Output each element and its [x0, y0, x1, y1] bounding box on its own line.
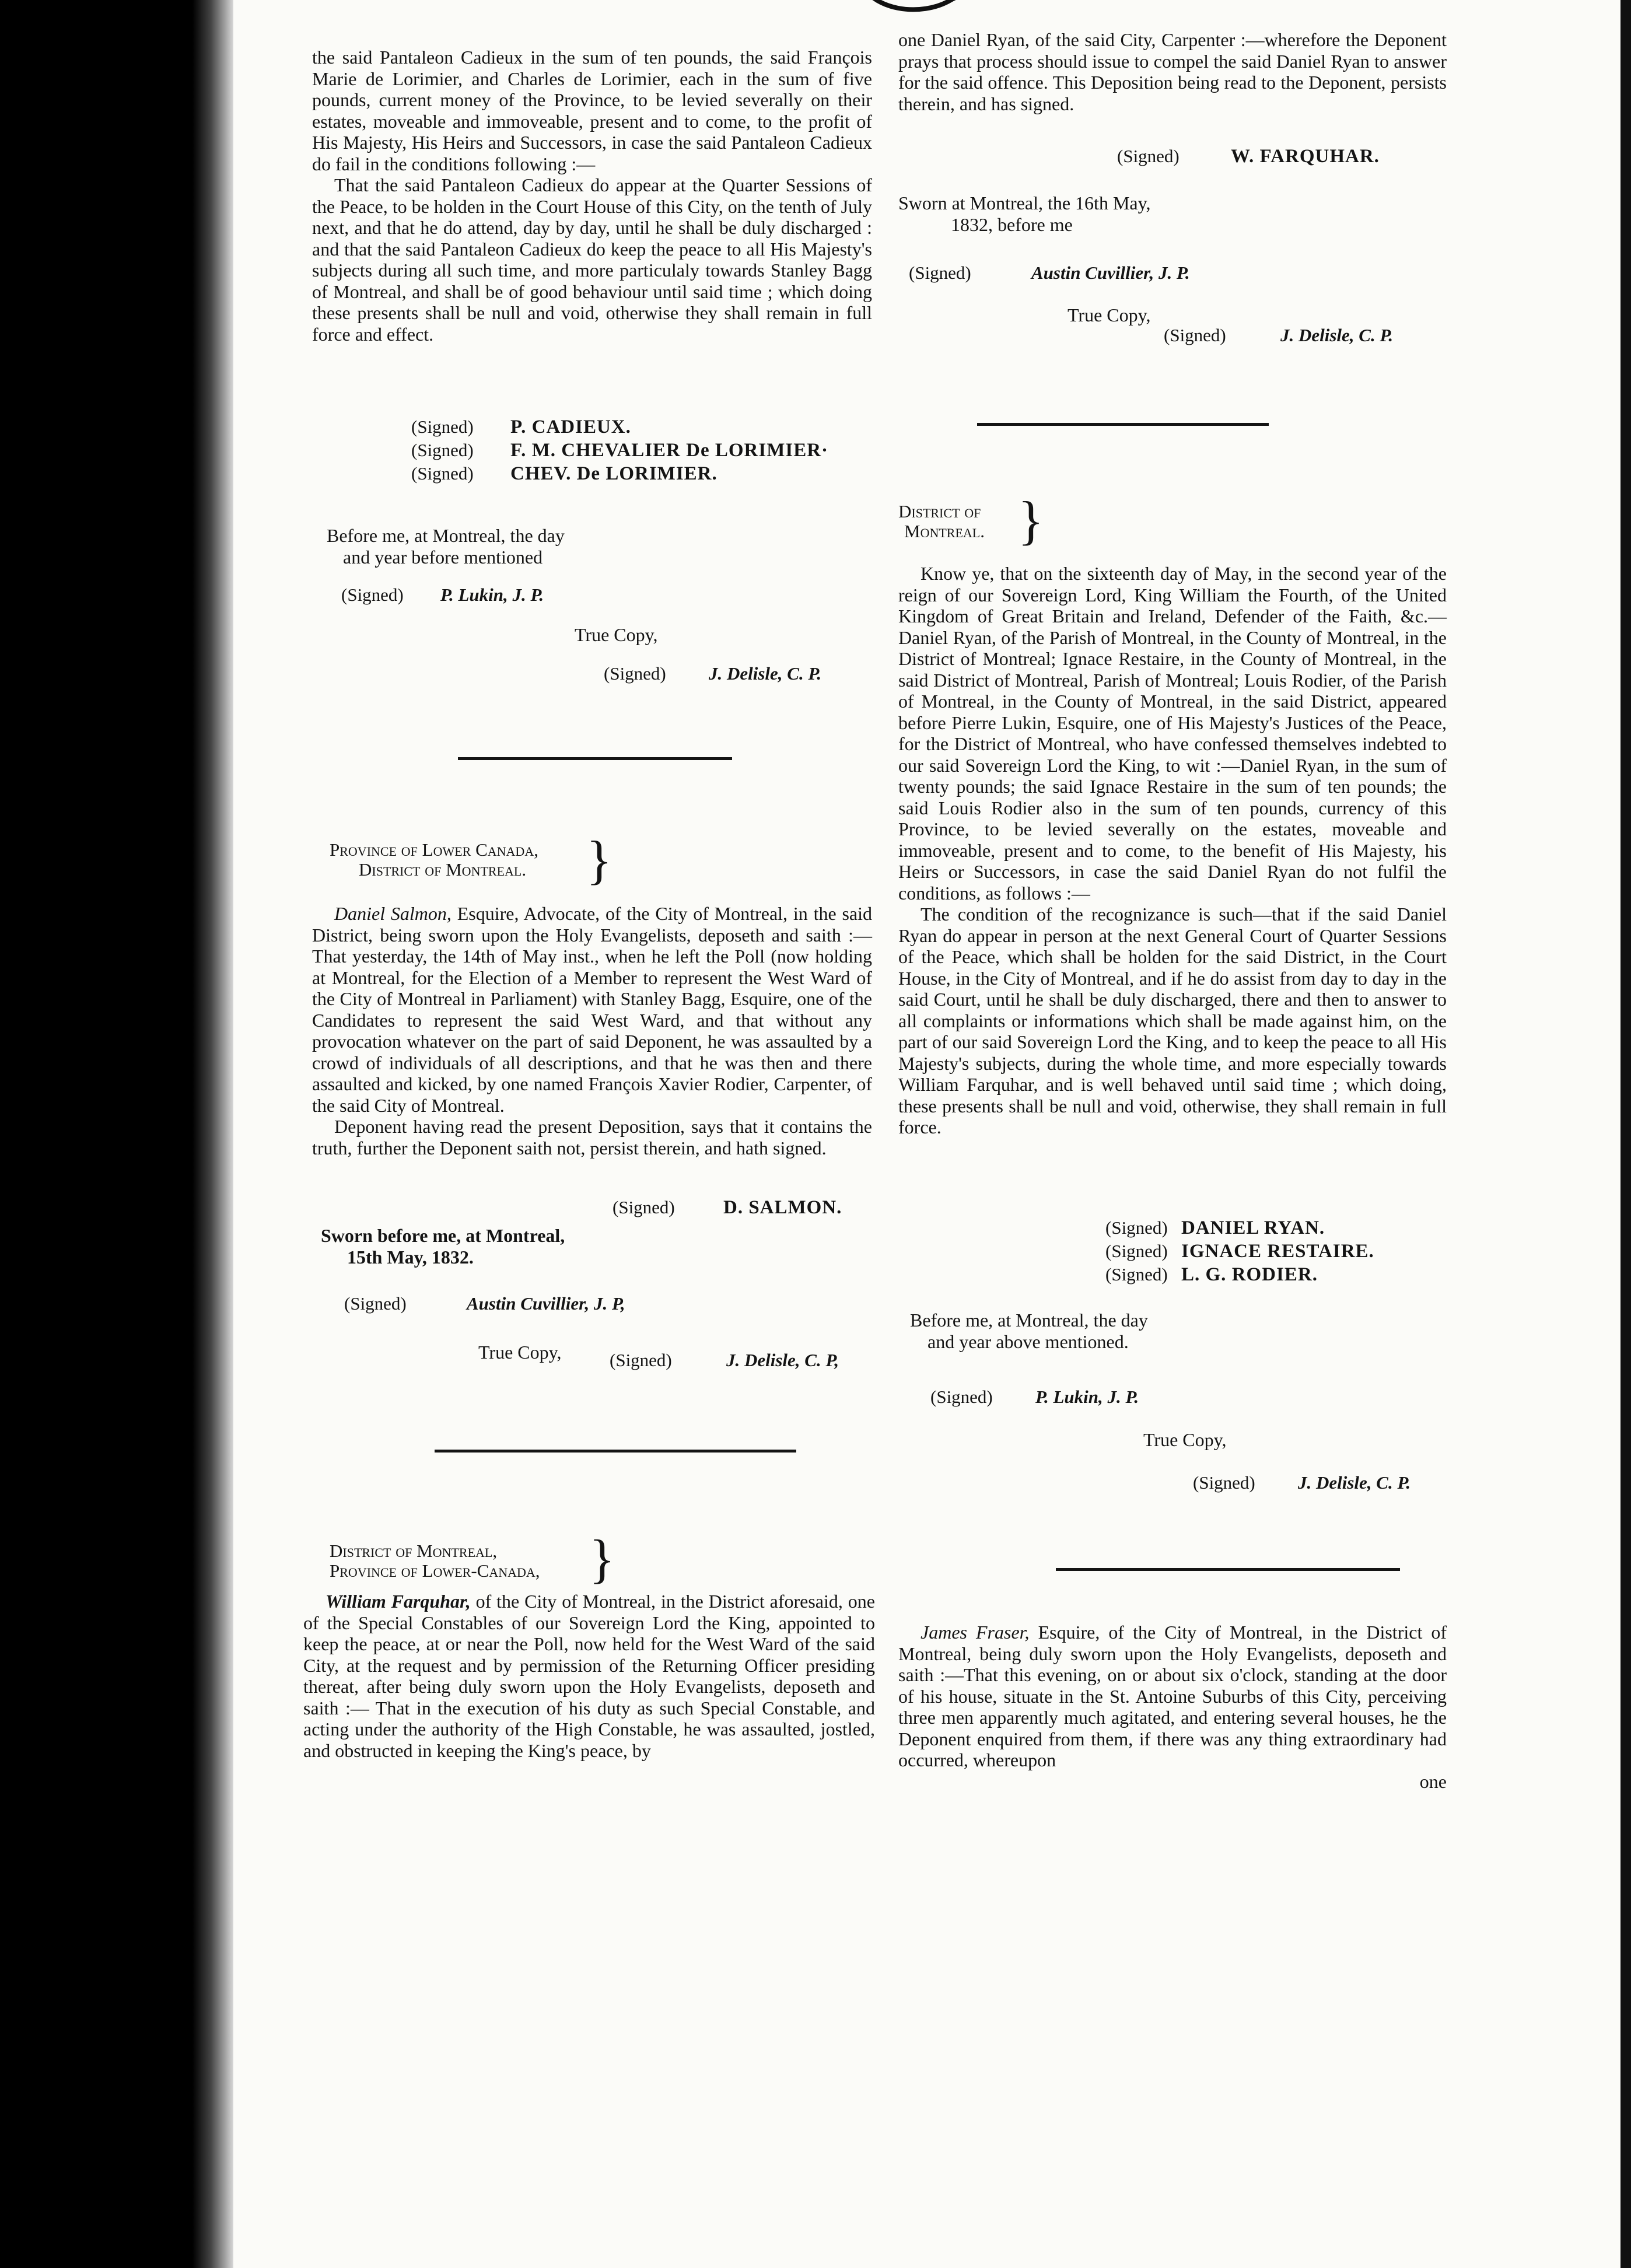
salmon-justice-signature: (Signed) Austin Cuvillier, J. P,: [344, 1293, 625, 1314]
before-me-line: Before me, at Montreal, the day: [327, 525, 565, 546]
section-divider: [977, 423, 1269, 426]
ryan-paragraph-1: Know ye, that on the sixteenth day of May, in the second year of the reign of our Sovereign Lord, King William the Fourth, of the United Kingdom of Great Britain and Ireland, Defender of the Faith, &c.—Daniel Ryan, of the Parish of Montreal, in the County of Montreal, in the District of Montreal; Ignace Restaire, in the County of Montreal, in the said District of Montreal, Parish of Montreal; Louis Rodier, of the Parish of Montreal, in the County of Montreal, in the said District, appeared before Pierre Lukin, Esquire, one of His Majesty's Justices of the Peace, for the District of Montreal, who have confessed themselves indebted to our said Sovereign Lord the King, to wit :—Daniel Ryan, in the sum of twenty pounds; the said Ignace Restaire in the sum of ten pounds; the said Louis Rodier also in the sum of ten pounds, currency of this Province, to be levied severally on the estates, moveable and immoveable, present and to come, to the benefit of His Majesty, his Heirs or Successors, in case the said Daniel Ryan do not fulfil the conditions, as follows :—: [898, 563, 1447, 904]
sworn-line: Sworn before me, at Montreal,: [321, 1225, 565, 1246]
farquhar-sworn: [898, 192, 1447, 235]
ryan-justice-signature: (Signed) P. Lukin, J. P.: [930, 1387, 1139, 1407]
caption-line: District of Montreal.: [359, 859, 527, 880]
farquhar-caption: [330, 1529, 872, 1588]
farquhar-clerk-signature: (Signed) J. Delisle, C. P.: [1164, 325, 1394, 345]
ryan-signatures: [1105, 1216, 1447, 1286]
before-me-line: Before me, at Montreal, the day: [910, 1310, 1148, 1331]
signature-line: (Signed) DANIEL RYAN.: [1105, 1217, 1325, 1238]
ink-flourish-icon: [852, 0, 1044, 20]
caption-line: Montreal.: [904, 521, 985, 541]
ryan-caption: [898, 491, 1447, 550]
caption-line: Province of Lower-Canada,: [330, 1560, 540, 1581]
cadieux-true-copy: True Copy,: [575, 624, 658, 645]
deponent-name: William Farquhar,: [326, 1591, 471, 1612]
scan-border-left: [0, 0, 216, 2268]
brace-icon: }: [1018, 491, 1044, 550]
ryan-recognizance: [898, 563, 1447, 1138]
fraser-paragraph-1: Esquire, of the City of Montreal, in the District of Montreal, being duly sworn upon the Holy Evangelists, deposeth and saith :—That this evening, on or about six o'clock, standing at the door of his house, situate in the St. Antoine Suburbs of this City, perceiving three men apparently much agitated, and entering several houses, he the Deponent enquired from them, if there was any thing extraordinary had occurred, whereupon: [898, 1622, 1447, 1770]
caption-line: District of: [898, 501, 981, 522]
cadieux-recognizance: [312, 47, 872, 345]
signature-line: (Signed) L. G. RODIER.: [1105, 1264, 1318, 1285]
cadieux-paragraph-2: That the said Pantaleon Cadieux do appear at the Quarter Sessions of the Peace, to be holden in the Court House of this City, on the tenth of July next, and that he do attend, day by day, until he shall be duly discharged : and that the said Pantaleon Cadieux do keep the peace to all His Majesty's subjects during all such time, and more particulaly towards Stanley Bagg of Montreal, and shall be of good behaviour until said time ; which doing these presents shall be null and void, otherwise they shall remain in full force and effect.: [312, 174, 872, 345]
signature-line: (Signed) P. CADIEUX.: [411, 416, 631, 438]
brace-icon: }: [589, 1529, 615, 1588]
ryan-before-me: [910, 1310, 1447, 1352]
section-divider: [458, 757, 732, 760]
before-me-line: and year before mentioned: [343, 546, 543, 568]
section-divider: [435, 1450, 796, 1452]
cadieux-clerk-signature: (Signed) J. Delisle, C. P.: [604, 663, 822, 684]
signature-line: (Signed) IGNACE RESTAIRE.: [1105, 1241, 1374, 1262]
true-copy: True Copy,: [478, 1342, 562, 1363]
scan-page-edge: [192, 0, 233, 2268]
sworn-line: Sworn at Montreal, the 16th May,: [898, 192, 1151, 214]
farquhar-true-copy: True Copy,: [1068, 304, 1151, 326]
sworn-line: 15th May, 1832.: [347, 1246, 474, 1268]
deponent-name: Daniel Salmon,: [334, 903, 452, 924]
salmon-caption: [330, 830, 872, 890]
salmon-paragraph-1: Esquire, Advocate, of the City of Montreal, in the said District, being sworn upon the Holy Evangelists, deposeth and saith :—That yesterday, the 14th of May inst., when he left the Poll (now holding at Montreal, for the Election of a Member to represent the West Ward of the City of Montreal in Parliament) with Stanley Bagg, Esquire, one of the Candidates to represent the said West Ward, and that without any provocation whatever on the part of said Deponent, he was assaulted by a crowd of individuals of all descriptions, and that he was then and there assaulted and kicked, by one named François Xavier Rodier, Carpenter, of the said City of Montreal.: [312, 903, 873, 1116]
caption-line: Province of Lower Canada,: [330, 839, 538, 860]
signature-line: (Signed) CHEV. De LORIMIER.: [411, 463, 718, 484]
farquhar-continued-paragraph: one Daniel Ryan, of the said City, Carpenter :—wherefore the Deponent prays that process should issue to compel the said Daniel Ryan to answer for the said offence. This Deposition being read to the Deponent, persists therein, and has signed.: [898, 29, 1447, 114]
brace-icon: }: [586, 830, 612, 890]
cadieux-before-me: [327, 525, 872, 568]
salmon-paragraph-2: Deponent having read the present Deposition, says that it contains the truth, further the Deponent saith not, persist therein, and hath signed.: [312, 1116, 872, 1158]
before-me-line: and year above mentioned.: [928, 1331, 1129, 1352]
farquhar-continued: [898, 29, 1447, 114]
cadieux-signatures: [411, 415, 872, 485]
salmon-deposition: [312, 903, 872, 1158]
deponent-name: James Fraser,: [921, 1622, 1030, 1643]
sworn-line: 1832, before me: [951, 214, 1073, 235]
salmon-true-copy-row: True Copy, (Signed) J. Delisle, C. P,: [478, 1342, 839, 1370]
farquhar-deposition: [303, 1591, 875, 1761]
salmon-sworn: [321, 1225, 872, 1268]
farquhar-signature: (Signed) W. FARQUHAR.: [1117, 146, 1380, 167]
ryan-clerk-signature: (Signed) J. Delisle, C. P.: [1193, 1472, 1411, 1493]
caption-line: District of Montreal,: [330, 1541, 498, 1561]
cadieux-justice-signature: (Signed) P. Lukin, J. P.: [341, 584, 544, 605]
catchword: one: [1419, 1770, 1447, 1792]
signature-line: (Signed) F. M. CHEVALIER De LORIMIER·: [411, 440, 829, 461]
scan-border-right: [1620, 0, 1631, 2268]
farquhar-justice-signature: (Signed) Austin Cuvillier, J. P.: [909, 262, 1190, 283]
section-divider: [1056, 1568, 1400, 1571]
salmon-signature: (Signed) D. SALMON.: [612, 1197, 842, 1218]
fraser-deposition: [898, 1622, 1447, 1792]
ryan-true-copy: True Copy,: [1143, 1429, 1227, 1450]
farquhar-paragraph-1: of the City of Montreal, in the District aforesaid, one of the Special Constables of our Sovereign Lord the King, appointed to keep the peace, at or near the Poll, now held for the West Ward of the said City, at the request and by permission of the Returning Officer presiding thereat, after being duly sworn upon the Holy Evangelists, deposeth and saith :— That in the execution of his duty as such Special Constable, and acting under the authority of the High Constable, he was assaulted, jostled, and obstructed in keeping the King's peace, by: [303, 1591, 876, 1761]
ryan-paragraph-2: The condition of the recognizance is such—that if the said Daniel Ryan do appear in person at the next General Court of Quarter Sessions of the Peace, which shall be holden for the said District, in the Court House, in the City of Montreal, and if he do assist from day to day in the said Court, until he shall be duly discharged, there and then to answer to all complaints or informations which shall be made against him, on the part of our said Sovereign Lord the King, and to keep the peace to all His Majesty's subjects, during the whole time, and more especially towards William Farquhar, and is well behaved until said time ; which doing, these presents shall be null and void, otherwise, they shall remain in full force.: [898, 904, 1447, 1138]
cadieux-paragraph-1: the said Pantaleon Cadieux in the sum of ten pounds, the said François Marie de Lorimier, and Charles de Lorimier, each in the sum of five pounds, current money of the Province, to be levied severally on their estates, moveable and immoveable, present and to come, to the profit of His Majesty, His Heirs and Successors, in case the said Pantaleon Cadieux do fail in the conditions following :—: [312, 47, 872, 174]
